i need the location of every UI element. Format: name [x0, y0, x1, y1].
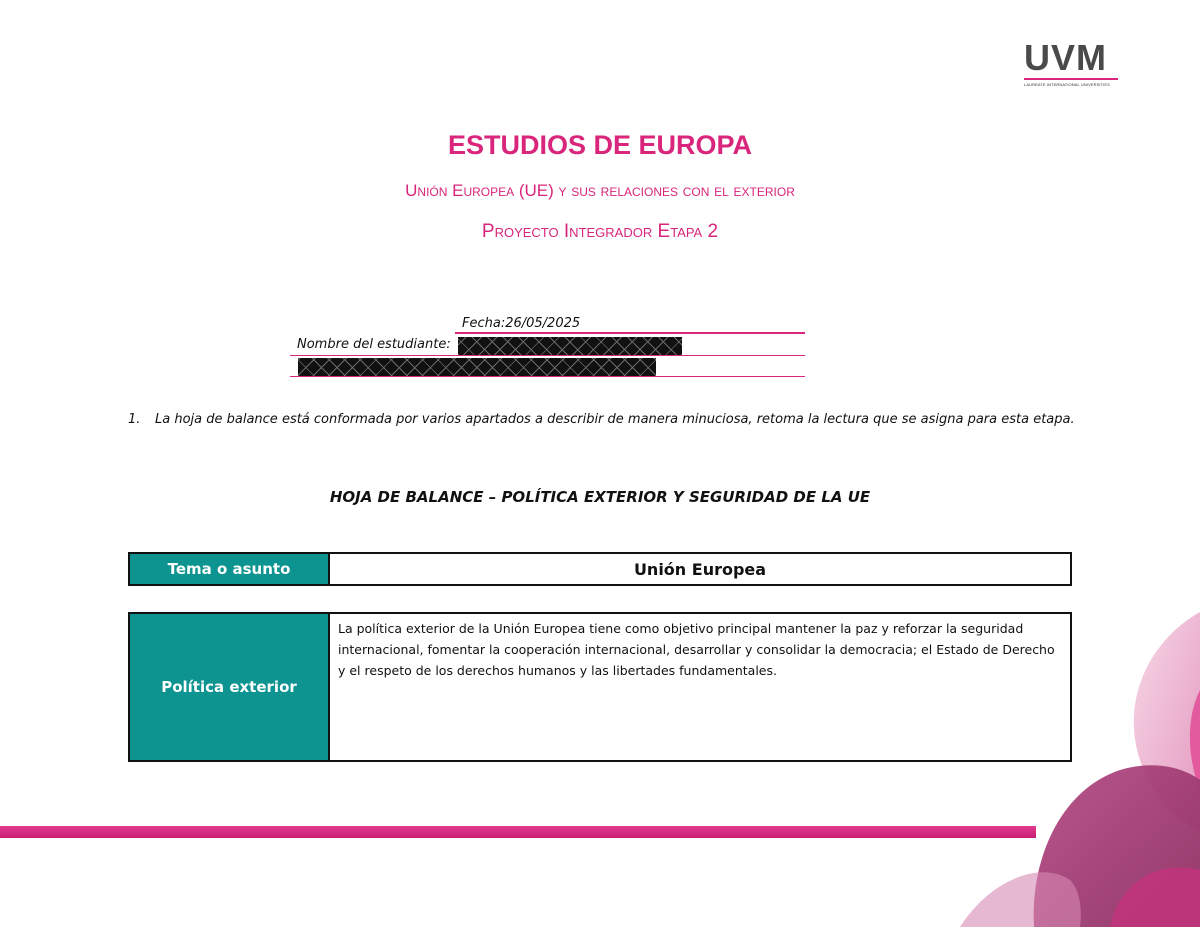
footer-bar [0, 826, 1036, 838]
project-stage: Proyecto Integrador Etapa 2 [481, 221, 719, 242]
document-title: ESTUDIOS DE EUROPA [447, 130, 753, 160]
uvm-logo [1024, 37, 1120, 87]
date-underline [455, 332, 805, 334]
topic-label-cell: Tema o asunto [129, 553, 329, 585]
document-subtitle: Unión Europea (UE) y sus relaciones con el exterior [405, 181, 795, 200]
foreign-policy-label-cell: Política exterior [129, 613, 329, 761]
foreign-policy-table [128, 612, 1072, 762]
logo-rule [1024, 78, 1118, 80]
name-underline-1 [290, 355, 805, 356]
instruction-item [128, 412, 1075, 427]
redacted-name-2 [298, 358, 656, 376]
instruction-number: 1. [128, 412, 141, 427]
logo-tagline: LAUREATE INTERNATIONAL UNIVERSITIES [1024, 82, 1110, 87]
foreign-policy-text-cell: La política exterior de la Unión Europea tiene como objetivo principal mantener la paz y reforzar la seguridad internacional, fomentar la cooperación internacional, desarrollar y consolidar la democracia; el Estado de Derecho y el respeto de los derechos humanos y las libertades fundamentales. [329, 613, 1071, 761]
topic-table [128, 552, 1072, 586]
logo-mark: UVM [1024, 37, 1107, 78]
student-name-label: Nombre del estudiante: [297, 337, 451, 352]
topic-value-cell: Unión Europea [329, 553, 1071, 585]
redacted-name-1 [458, 337, 682, 355]
name-underline-2 [290, 376, 805, 377]
instruction-text: La hoja de balance está conformada por varios apartados a describir de manera minuciosa, retoma la lectura que se asigna para esta etapa. [155, 412, 1075, 427]
balance-sheet-title: HOJA DE BALANCE – POLÍTICA EXTERIOR Y SEGURIDAD DE LA UE [329, 488, 871, 506]
date-field: Fecha:26/05/2025 [462, 316, 581, 331]
